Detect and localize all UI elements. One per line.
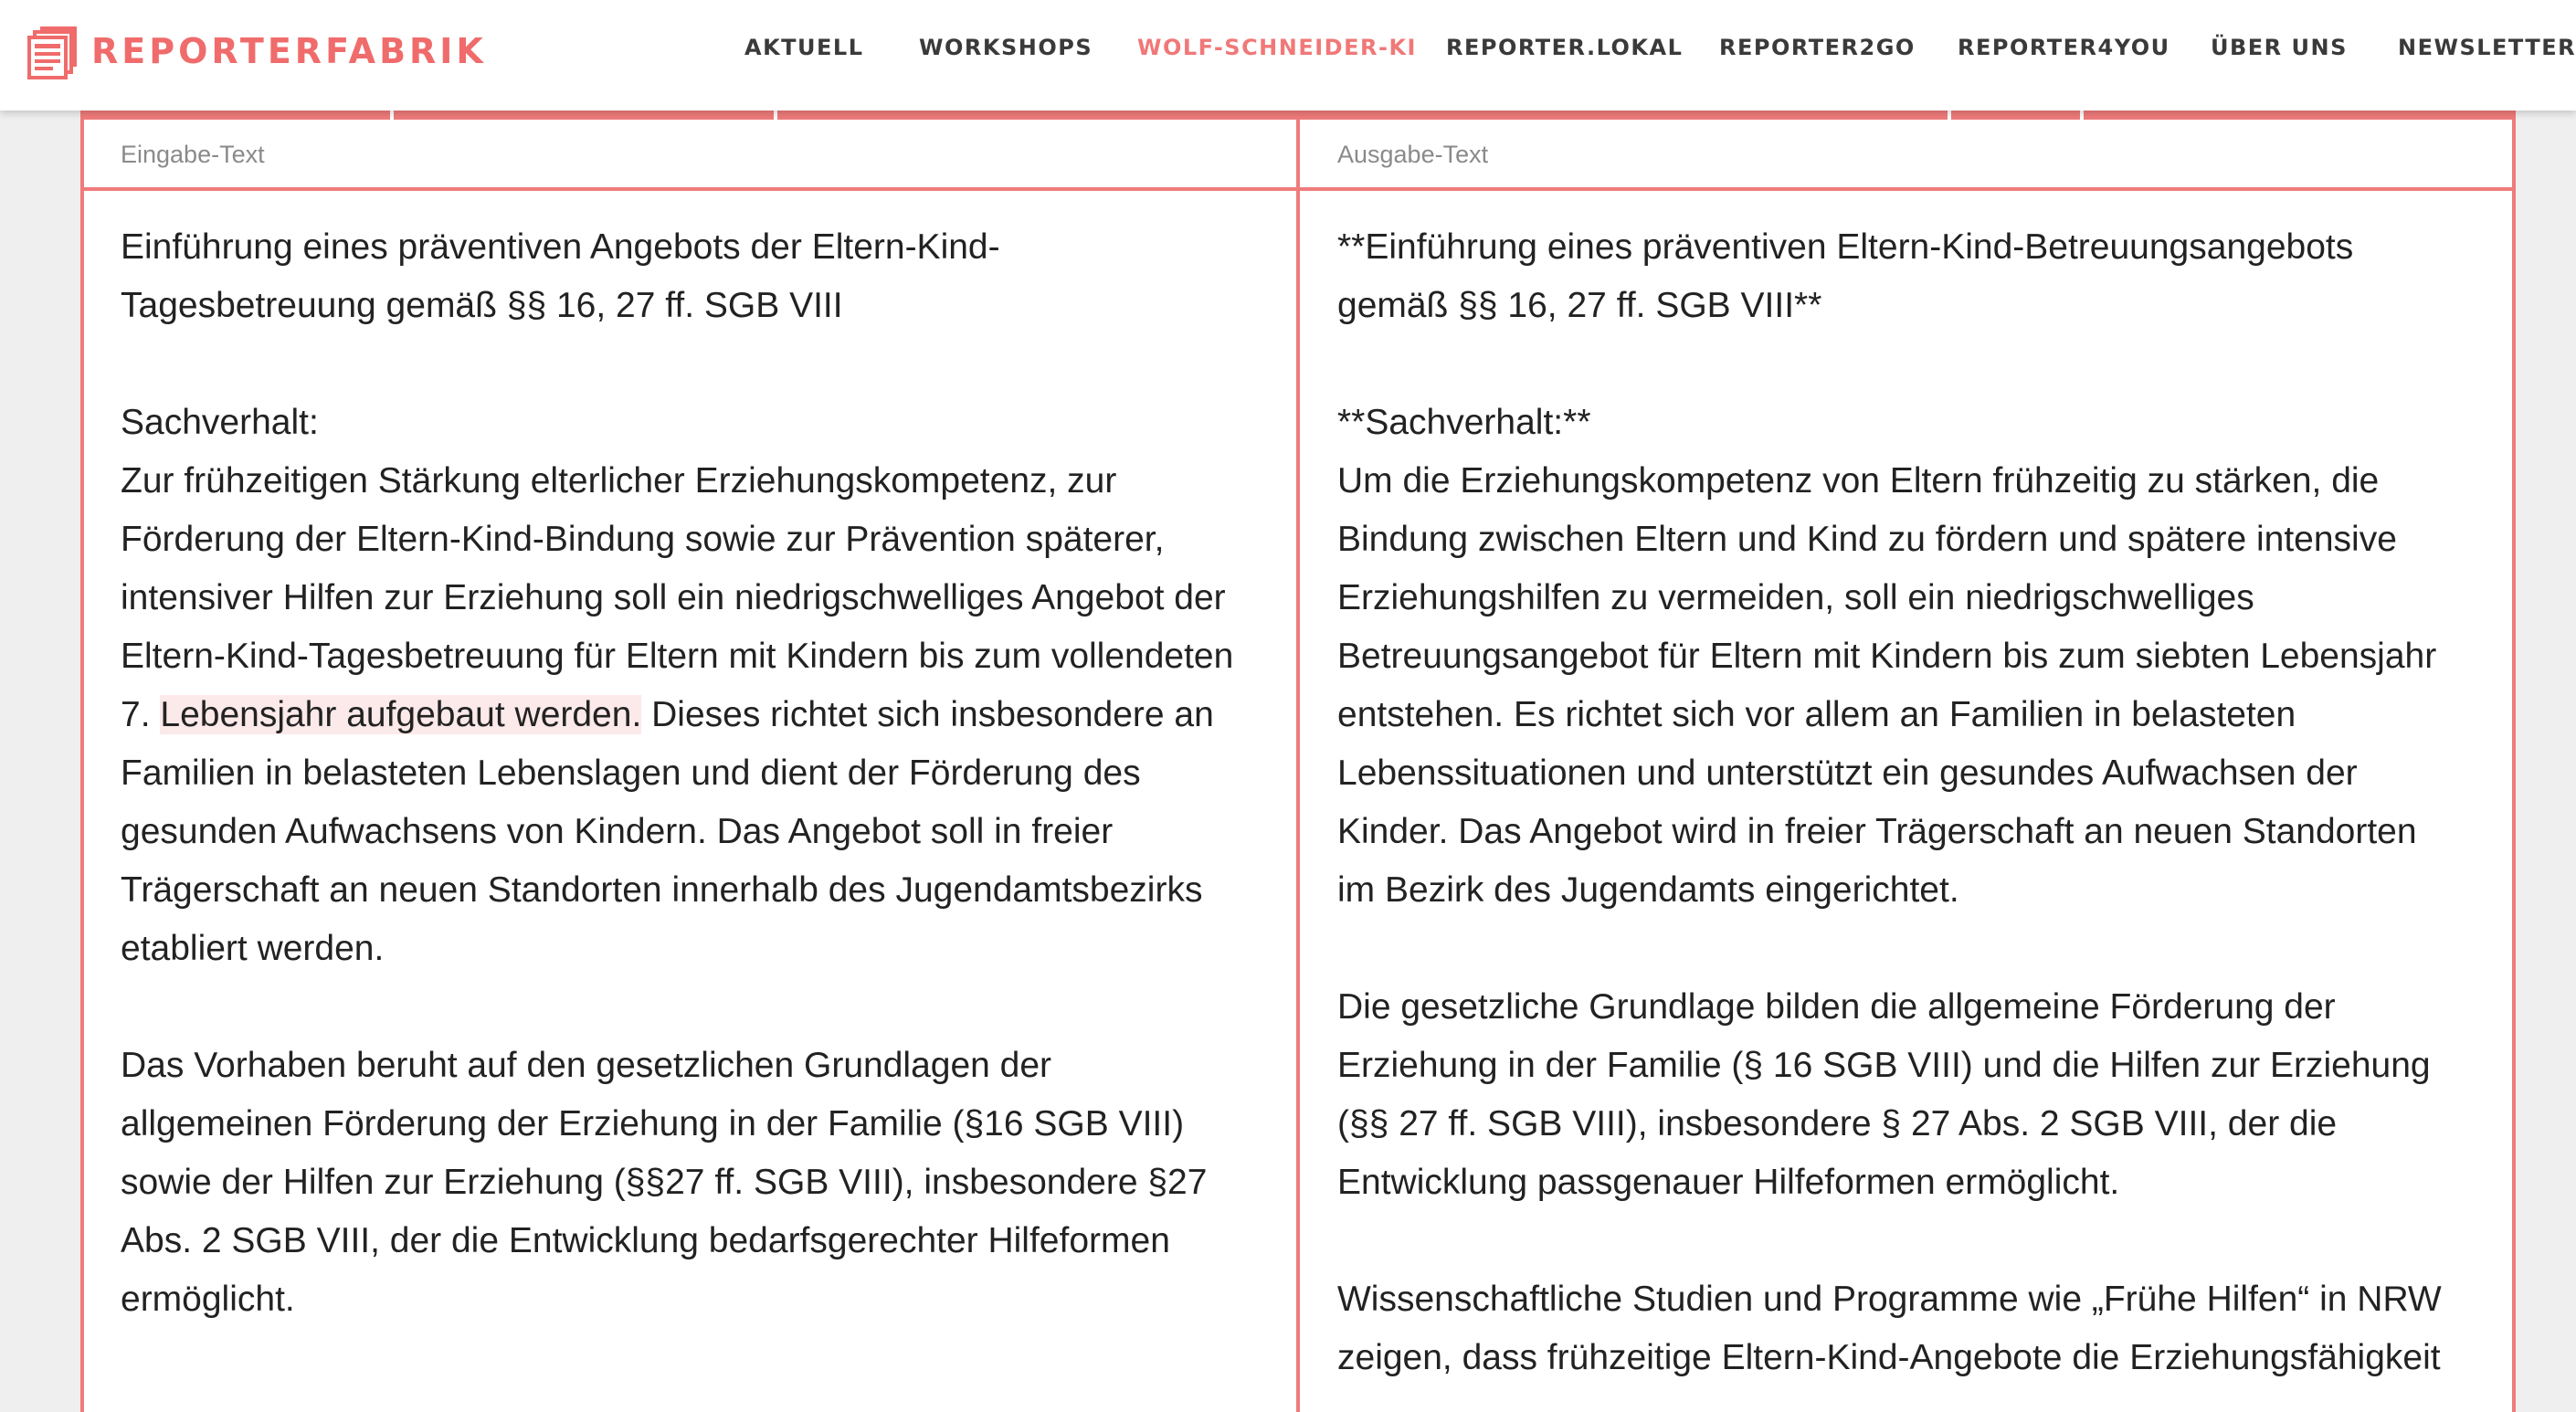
input-highlighted-phrase: Lebensjahr aufgebaut werden. [160, 695, 642, 734]
brand-name: REPORTERFABRIK [91, 31, 487, 71]
site-header [0, 0, 2576, 111]
text-comparison-tool [80, 111, 2516, 1412]
input-textarea[interactable] [121, 218, 1272, 1329]
nav-item-wolf-schneider-ki[interactable]: WOLF-SCHNEIDER-KI [1137, 35, 1417, 60]
input-paragraph-facts-part-1: Zur frühzeitigen Stärkung elterlicher Erziehungskompetenz, zur Förderung der Eltern-Kind-Bindung sowie zur Prävention späterer, intensiver Hilfen zur Erziehung soll ein niedrigschwelliges Angebot der Eltern-Kind-Tagesbetreuung für Eltern mit Kindern bis zum vollendeten 7. [121, 461, 1234, 734]
nav-item-reporter2go[interactable]: REPORTER2GO [1719, 35, 1916, 60]
nav-item-workshops[interactable]: WORKSHOPS [919, 35, 1093, 60]
output-panel-label: Ausgabe-Text [1337, 141, 1489, 168]
output-paragraph-facts: **Sachverhalt:** Um die Erziehungskompetenz von Eltern frühzeitig zu stärken, die Bindung zwischen Eltern und Kind zu fördern und spätere intensive Erziehungshilfen zu vermeiden, soll ein niedrigschwelliges Betreuungsangebot für Eltern mit Kindern bis zum siebten Lebensjahr entstehen. Es richtet sich vor allem an Familien in belasteten Lebenssituationen und unterstützt ein gesundes Aufwachsen der Kinder. Das Angebot wird in freier Trägerschaft an neuen Standorten im Bezirk des Jugendamts eingerichtet. [1337, 403, 2437, 910]
nav-item-ueber-uns[interactable]: ÜBER UNS [2211, 35, 2348, 60]
output-paragraph-title: **Einführung eines präventiven Eltern-Kind-Betreuungsangebots gemäß §§ 16, 27 ff. SGB VIII** [1337, 227, 2354, 325]
nav-item-reporter-lokal[interactable]: REPORTER.LOKAL [1446, 35, 1684, 60]
input-panel-label: Eingabe-Text [121, 141, 265, 168]
input-paragraph-heading: Sachverhalt: [121, 403, 319, 442]
main-navigation [0, 35, 2576, 68]
output-textarea[interactable] [1337, 218, 2488, 1387]
nav-item-newsletter[interactable]: NEWSLETTER [2398, 35, 2576, 60]
nav-item-reporter4you[interactable]: REPORTER4YOU [1958, 35, 2170, 60]
input-paragraph-title: Einführung eines präventiven Angebots der Eltern-Kind- Tagesbetreuung gemäß §§ 16, 27 ff. SGB VIII [121, 227, 1000, 325]
output-paragraph-studies: Wissenschaftliche Studien und Programme wie „Frühe Hilfen“ in NRW zeigen, dass frühzeitige Eltern-Kind-Angebote die Erziehungsfähigkeit [1337, 1280, 2442, 1377]
input-paragraph-legal-basis: Das Vorhaben beruht auf den gesetzlichen Grundlagen der allgemeinen Förderung der Erziehung in der Familie (§16 SGB VIII) sowie der Hilfen zur Erziehung (§§27 ff. SGB VIII), insbesondere §27 Abs. 2 SGB VIII, der die Entwicklung bedarfsgerechter Hilfeformen ermöglicht. [121, 1046, 1208, 1319]
output-paragraph-legal-basis: Die gesetzliche Grundlage bilden die allgemeine Förderung der Erziehung in der Familie (§ 16 SGB VIII) und die Hilfen zur Erziehung (§§ 27 ff. SGB VIII), insbesondere § 27 Abs. 2 SGB VIII, der die Entwicklung passgenauer Hilfeformen ermöglicht. [1337, 987, 2431, 1202]
panel-divider [1296, 111, 1300, 1412]
input-paragraph-facts-part-2: Dieses richtet sich insbesondere an Familien in belasteten Lebenslagen und dient der Förderung des gesunden Aufwachsens von Kindern. Das Angebot soll in freier Trägerschaft an neuen Standorten innerhalb des Jugendamtsbezirks etabliert werden. [121, 695, 1214, 968]
nav-item-aktuell[interactable]: AKTUELL [744, 35, 864, 60]
